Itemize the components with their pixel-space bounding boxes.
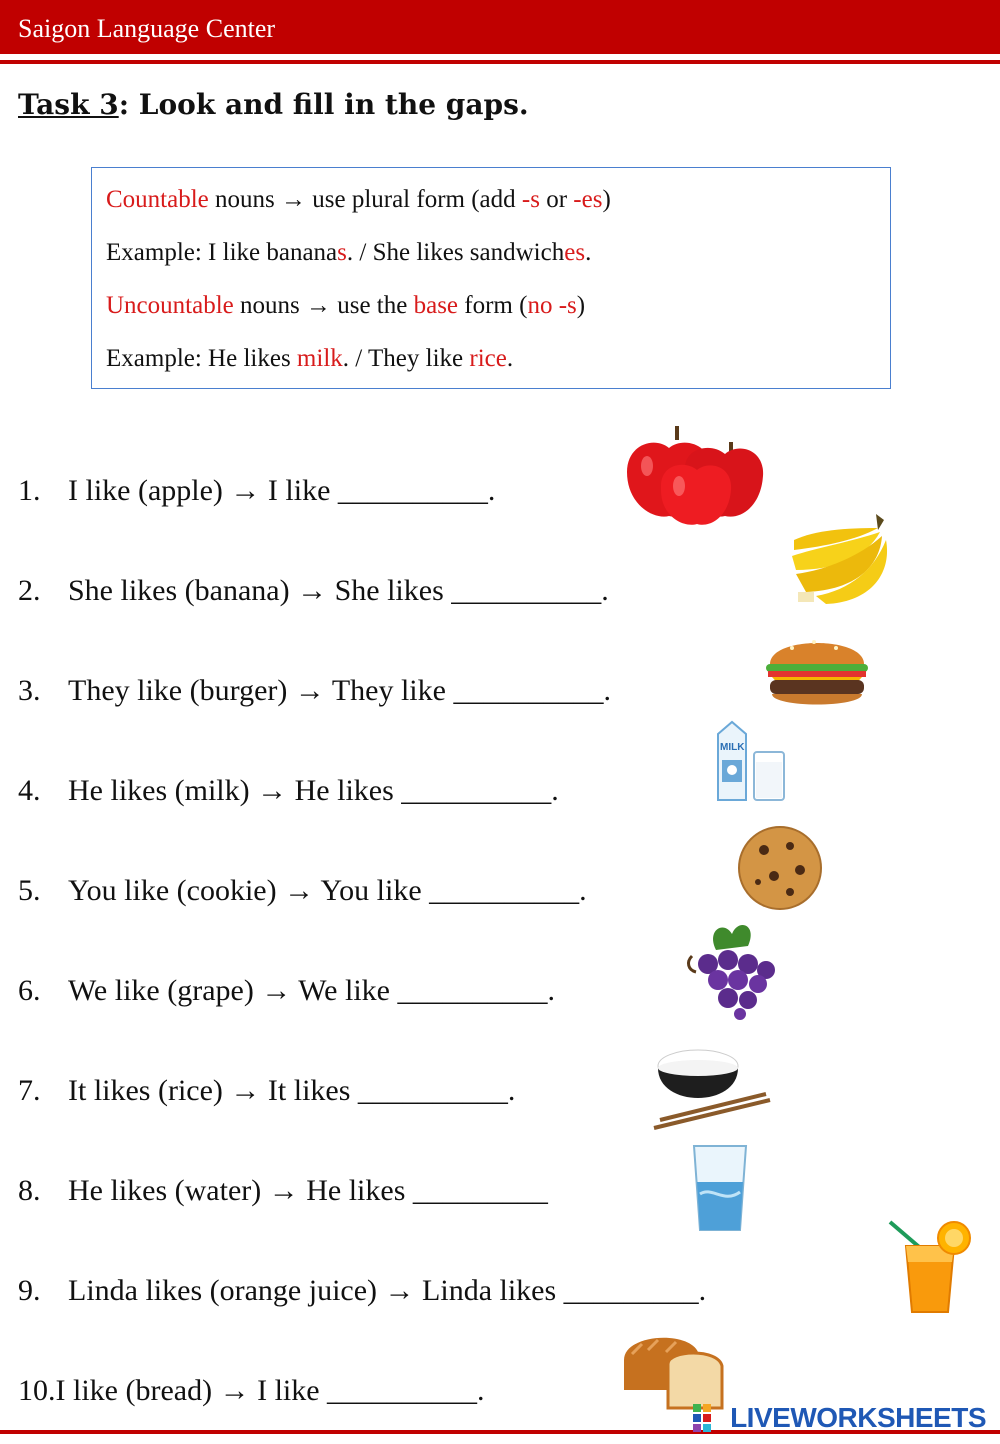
question-10[interactable] bbox=[18, 1374, 485, 1408]
question-1[interactable] bbox=[18, 474, 495, 508]
example-suffix: es bbox=[564, 239, 586, 266]
example-text: . / They like bbox=[342, 345, 470, 372]
question-text: He likes (water) → He likes _________ bbox=[68, 1174, 548, 1207]
rule-text: or bbox=[539, 186, 574, 213]
question-text: I like (bread) → I like __________. bbox=[55, 1374, 485, 1407]
question-number: 1. bbox=[18, 474, 41, 507]
question-number: 6. bbox=[18, 974, 41, 1007]
header-title: Saigon Language Center bbox=[18, 14, 276, 43]
question-text: She likes (banana) → She likes __________. bbox=[68, 574, 609, 607]
question-number: 10. bbox=[18, 1374, 56, 1407]
task-instruction: : Look and fill in the gaps. bbox=[118, 88, 529, 121]
rule-term-uncountable: Uncountable bbox=[106, 292, 234, 319]
rule-term-no-s: no -s bbox=[527, 292, 577, 319]
rule-text: ) bbox=[576, 292, 586, 319]
liveworksheets-logo[interactable]: LIVEWORKSHEETS bbox=[730, 1402, 986, 1433]
rule-term-base: base bbox=[413, 292, 459, 319]
question-7[interactable] bbox=[18, 1074, 515, 1108]
question-number: 8. bbox=[18, 1174, 41, 1207]
task-label: Task 3 bbox=[18, 88, 119, 121]
rule-text: nouns → use plural form (add bbox=[208, 186, 522, 213]
grapes-icon bbox=[682, 916, 780, 1020]
rule-suffix-s: -s bbox=[521, 186, 540, 213]
rule-term-countable: Countable bbox=[106, 186, 209, 213]
question-2[interactable] bbox=[18, 574, 609, 608]
grammar-rule-box bbox=[91, 167, 891, 389]
rule-text: ) bbox=[602, 186, 611, 213]
apples-icon bbox=[625, 424, 765, 528]
example-suffix: s bbox=[337, 239, 347, 266]
task-heading bbox=[18, 88, 529, 121]
example-text: Example: He likes bbox=[106, 345, 297, 372]
header-bar bbox=[0, 0, 1000, 54]
liveworksheets-mark-icon bbox=[693, 1404, 711, 1432]
rule-uncountable-example bbox=[106, 345, 513, 373]
rice-bowl-icon bbox=[650, 1044, 774, 1134]
question-3[interactable] bbox=[18, 674, 611, 708]
bread-icon bbox=[618, 1330, 728, 1412]
example-text: . / She likes sandwich bbox=[346, 239, 565, 266]
rule-countable bbox=[106, 186, 611, 214]
question-number: 5. bbox=[18, 874, 41, 907]
example-word: milk bbox=[296, 345, 343, 372]
question-9[interactable] bbox=[18, 1274, 706, 1308]
example-text: . bbox=[585, 239, 592, 266]
milk-icon bbox=[714, 720, 788, 802]
question-text: Linda likes (orange juice) → Linda likes _________. bbox=[68, 1274, 707, 1307]
question-6[interactable] bbox=[18, 974, 555, 1008]
cookie-icon bbox=[736, 824, 824, 912]
burger-icon bbox=[762, 628, 872, 710]
question-8[interactable] bbox=[18, 1174, 548, 1208]
example-word: rice bbox=[469, 345, 507, 372]
question-number: 2. bbox=[18, 574, 41, 607]
question-number: 9. bbox=[18, 1274, 41, 1307]
header-divider bbox=[0, 60, 1000, 64]
svg-text:MILK: MILK bbox=[720, 742, 745, 753]
question-number: 7. bbox=[18, 1074, 41, 1107]
rule-uncountable bbox=[106, 292, 585, 320]
question-text: You like (cookie) → You like __________. bbox=[68, 874, 587, 907]
bananas-icon bbox=[786, 510, 896, 606]
example-text: . bbox=[506, 345, 514, 372]
orange-juice-icon bbox=[888, 1218, 974, 1314]
rule-countable-example bbox=[106, 239, 591, 267]
water-glass-icon bbox=[690, 1142, 750, 1234]
question-number: 4. bbox=[18, 774, 41, 807]
question-text: They like (burger) → They like __________. bbox=[68, 674, 611, 707]
question-4[interactable] bbox=[18, 774, 559, 808]
rule-text: form ( bbox=[458, 292, 528, 319]
question-text: I like (apple) → I like __________. bbox=[68, 474, 496, 507]
question-text: We like (grape) → We like __________. bbox=[68, 974, 555, 1007]
question-text: He likes (milk) → He likes __________. bbox=[68, 774, 559, 807]
question-5[interactable] bbox=[18, 874, 587, 908]
question-number: 3. bbox=[18, 674, 41, 707]
rule-text: nouns → use the bbox=[233, 292, 414, 319]
question-text: It likes (rice) → It likes __________. bbox=[68, 1074, 516, 1107]
rule-suffix-es: -es bbox=[573, 186, 603, 213]
example-text: Example: I like banana bbox=[106, 239, 338, 266]
